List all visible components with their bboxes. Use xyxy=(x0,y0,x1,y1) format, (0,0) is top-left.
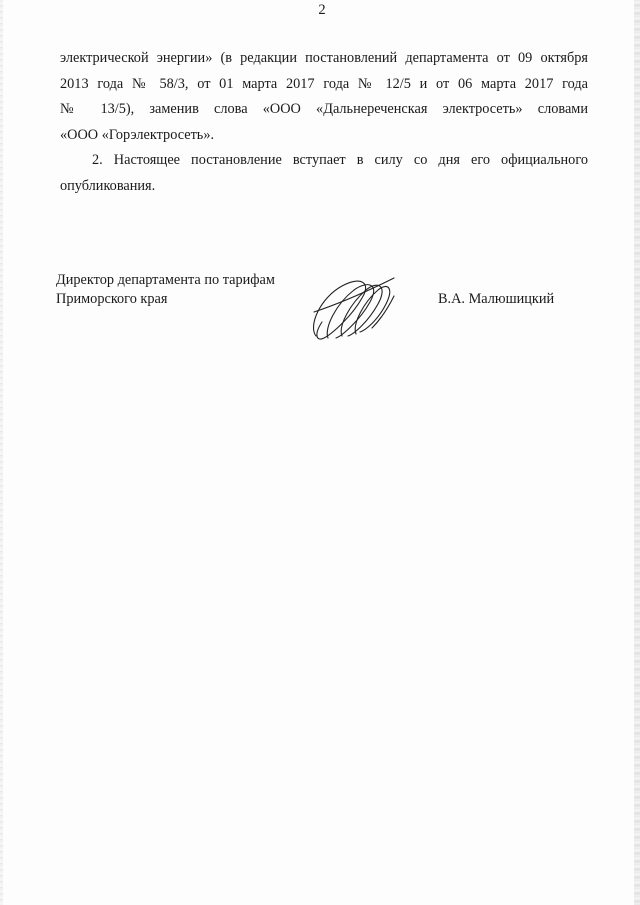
paragraph-1-line: 2013 года № 58/3, от 01 марта 2017 года № 12/5 и от 06 марта 2017 года xyxy=(60,75,588,92)
paragraph-1-line: «ООО «Горэлектросеть». xyxy=(60,126,215,143)
paragraph-1 xyxy=(60,46,588,148)
paragraph-1-line: № 13/5), заменив слова «ООО «Дальнереченская электросеть» словами xyxy=(60,101,588,117)
paragraph-2-line: 2. Настоящее постановление вступает в силу со дня его официального xyxy=(92,152,588,168)
signer-title xyxy=(56,271,275,309)
signer-title-line: Директор департамента по тарифам xyxy=(56,272,275,288)
signer-name: В.А. Малюшицкий xyxy=(438,291,555,307)
paragraph-2-line: опубликования. xyxy=(60,177,156,194)
scan-edge-right xyxy=(634,0,640,905)
paragraph-2 xyxy=(60,148,588,199)
signer-title-line: Приморского края xyxy=(56,291,168,307)
scan-edge-left xyxy=(0,0,3,905)
page-number: 2 xyxy=(318,2,326,18)
paragraph-1-line: электрической энергии» (в редакции постановлений департамента от 09 октября xyxy=(60,50,588,66)
handwritten-signature-icon xyxy=(302,268,412,350)
